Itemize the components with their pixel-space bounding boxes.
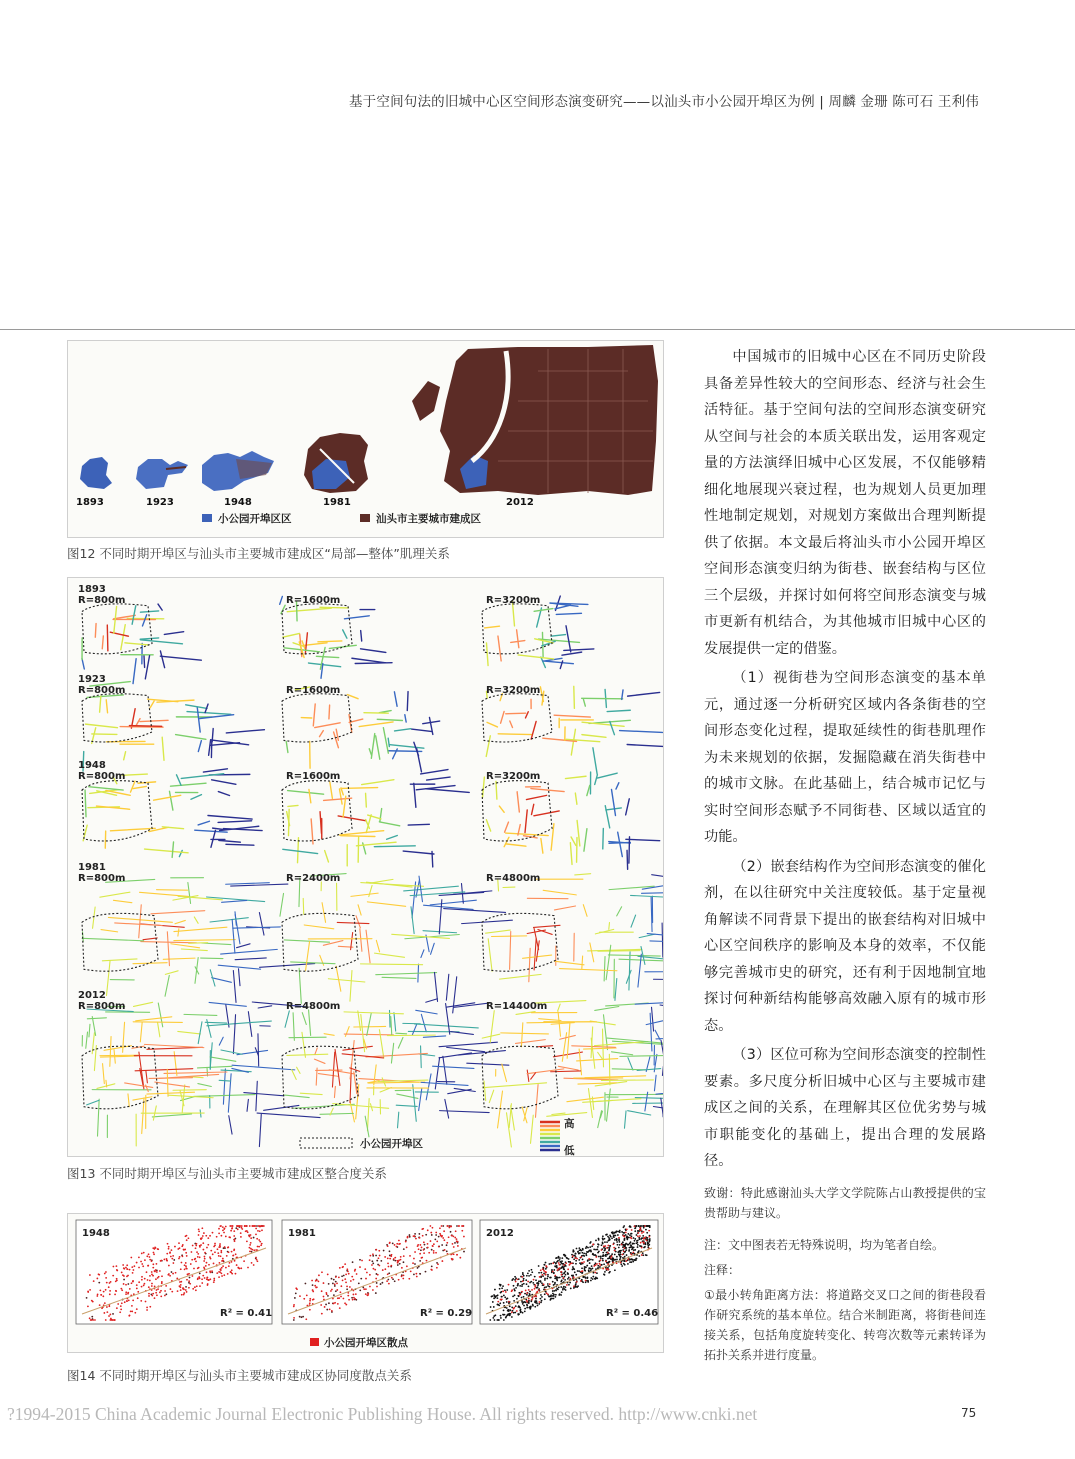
map-radius-label: R=4800m bbox=[486, 873, 541, 884]
year-label-1893: 1893 bbox=[76, 497, 104, 508]
scatter-year-label: 2012 bbox=[486, 1228, 514, 1239]
legend-boundary-swatch bbox=[300, 1138, 352, 1148]
legend-scatter-label: 小公园开埠区散点 bbox=[324, 1337, 408, 1349]
map-radius-label: R=800m bbox=[78, 1001, 126, 1012]
integration-map-1923-3 bbox=[482, 686, 664, 774]
map-radius-label: R=14400m bbox=[486, 1001, 548, 1012]
map-year-label: 1893 bbox=[78, 584, 106, 595]
integration-map-1948-3 bbox=[482, 772, 660, 869]
integration-map-1923-2 bbox=[282, 687, 440, 772]
figure-14-caption: 图14 不同时期开埠区与汕头市主要城市建成区协同度散点关系 bbox=[67, 1368, 412, 1383]
map-radius-label: R=3200m bbox=[486, 685, 541, 696]
legend-boundary-label: 小公园开埠区 bbox=[360, 1138, 423, 1150]
integration-map-1981-1 bbox=[82, 878, 315, 1003]
copyright-footer: ?1994-2015 China Academic Journal Electronic Publishing House. All rights reserved. http://www.cnki.net bbox=[7, 1404, 758, 1424]
map-year-label: 1923 bbox=[78, 674, 106, 685]
integration-map-1893-1 bbox=[82, 604, 201, 684]
scatter-r2-label: R² = 0.29 bbox=[420, 1308, 473, 1319]
map-radius-label: R=800m bbox=[78, 685, 126, 696]
legend-built-up: 汕头市主要城市建成区 bbox=[376, 513, 481, 525]
integration-map-1948-2 bbox=[282, 770, 469, 867]
legend-low-label: 低 bbox=[564, 1145, 575, 1157]
acknowledgement: 致谢：特此感谢汕头大学文学院陈占山教授提供的宝贵帮助与建议。 bbox=[704, 1186, 986, 1220]
map-radius-label: R=800m bbox=[78, 873, 126, 884]
year-label-1923: 1923 bbox=[146, 497, 174, 508]
map-1923 bbox=[136, 459, 188, 489]
legend-swatch-old-district bbox=[202, 514, 212, 522]
integration-map-1948-1 bbox=[82, 769, 262, 858]
body-text bbox=[704, 344, 986, 1175]
map-radius-label: R=800m bbox=[78, 595, 126, 606]
running-header: 基于空间句法的旧城中心区空间形态演变研究——以汕头市小公园开埠区为例 | 周麟 金珊 陈可石 王利伟 bbox=[348, 94, 979, 110]
page-number: 75 bbox=[961, 1406, 977, 1420]
figure-14 bbox=[67, 1213, 664, 1353]
figure-13-caption: 图13 不同时期开埠区与汕头市主要城市建成区整合度关系 bbox=[67, 1166, 387, 1181]
footnote-1: ①最小转角距离方法：将道路交叉口之间的街巷段看作研究系统的基本单位。结合米制距离，将街巷间连接关系，包括角度旋转变化、转弯次数等元素转译为拓扑关系并进行度量。 bbox=[704, 1288, 986, 1362]
paragraph-streets: （1）视街巷为空间形态演变的基本单元，通过逐一分析研究区域内各条街巷的空间形态变化过程，提取延续性的街巷肌理作为未来规划的依据，发掘隐藏在消失街巷中的城市文脉。在此基础上，结合城市记忆与实时空间形态赋予不同街巷、区域以适宜的功能。 bbox=[704, 670, 986, 845]
scatter-r2-label: R² = 0.46 bbox=[606, 1308, 659, 1319]
legend-high-label: 高 bbox=[564, 1118, 575, 1130]
paragraph-intro: 中国城市的旧城中心区在不同历史阶段具备差异性较大的空间形态、经济与社会生活特征。基于空间句法的空间形态演变研究从空间与社会的本质关联出发，运用客观定量的方法演绎旧城中心区发展，不仅能够精细化地展现兴衰过程，也为规划人员更加理性地制定规划，对规划方案做出合理判断提供了依据。本文最后将汕头市小公园开埠区空间形态演变归纳为街巷、嵌套结构与区位三个层级，并探讨如何将空间形态演变与城市更新有机结合，为其他城市旧城中心区的发展提供一定的借鉴。 bbox=[704, 349, 986, 657]
legend-swatch-built-up bbox=[360, 514, 370, 522]
figure-12 bbox=[67, 340, 664, 538]
map-radius-label: R=3200m bbox=[486, 595, 541, 606]
integration-map-1981-2 bbox=[280, 874, 512, 1013]
integration-map-2012-1 bbox=[82, 1002, 320, 1147]
map-radius-label: R=1600m bbox=[286, 595, 341, 606]
map-year-label: 2012 bbox=[78, 990, 106, 1001]
notes-title: 注释： bbox=[704, 1263, 741, 1277]
scatter-year-label: 1981 bbox=[288, 1228, 316, 1239]
figure-14-scatters bbox=[68, 1214, 664, 1353]
integration-map-1981-3 bbox=[482, 874, 664, 1001]
figure-13 bbox=[67, 577, 664, 1157]
map-year-label: 1948 bbox=[78, 760, 106, 771]
figure-source-note: 注：文中图表若无特殊说明，均为笔者自绘。 bbox=[704, 1238, 945, 1252]
legend-scatter-swatch bbox=[310, 1338, 319, 1346]
scatter-year-label: 1948 bbox=[82, 1228, 110, 1239]
year-label-2012: 2012 bbox=[506, 497, 534, 508]
notes bbox=[704, 1183, 986, 1365]
map-year-label: 1981 bbox=[78, 862, 106, 873]
map-1893 bbox=[80, 457, 112, 489]
map-radius-label: R=4800m bbox=[286, 1001, 341, 1012]
paragraph-location: （3）区位可称为空间形态演变的控制性要素。多尺度分析旧城中心区与主要城市建成区之间的关系，在理解其区位优劣势与城市职能变化的基础上，提出合理的发展路径。 bbox=[704, 1047, 986, 1169]
legend-old-district: 小公园开埠区区 bbox=[218, 513, 292, 525]
map-radius-label: R=1600m bbox=[286, 771, 341, 782]
figure-12-maps bbox=[68, 341, 664, 538]
figure-13-maps bbox=[68, 578, 664, 1157]
figure-12-caption: 图12 不同时期开埠区与汕头市主要城市建成区“局部—整体”肌理关系 bbox=[67, 546, 450, 561]
integration-map-2012-2 bbox=[282, 999, 509, 1137]
map-radius-label: R=3200m bbox=[486, 771, 541, 782]
integration-map-1893-2 bbox=[280, 596, 392, 678]
header-divider bbox=[0, 329, 1075, 330]
integration-map-1893-3 bbox=[482, 596, 594, 668]
map-radius-label: R=1600m bbox=[286, 685, 341, 696]
map-radius-label: R=2400m bbox=[286, 873, 341, 884]
year-label-1981: 1981 bbox=[323, 497, 351, 508]
paragraph-nested-structure: （2）嵌套结构作为空间形态演变的催化剂，在以往研究中关注度较低。基于定量视角解读不同背景下提出的嵌套结构对旧城中心区空间秩序的影响及本身的效率，不仅能够完善城市史的研究，还有利于因地制宜地探讨何种新结构能够高效融入原有的城市形态。 bbox=[704, 858, 986, 1034]
map-radius-label: R=800m bbox=[78, 771, 126, 782]
year-label-1948: 1948 bbox=[224, 497, 252, 508]
scatter-r2-label: R² = 0.41 bbox=[220, 1308, 273, 1319]
